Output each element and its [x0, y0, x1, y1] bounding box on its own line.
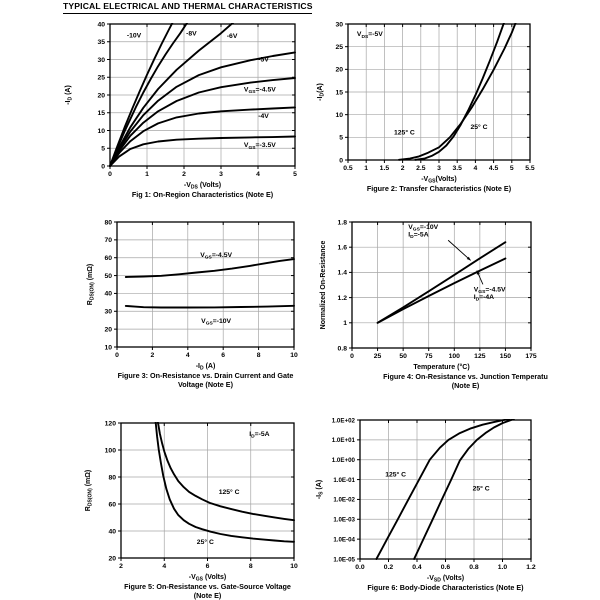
y-tick-label: 60	[104, 255, 112, 263]
y-tick-label: 20	[97, 92, 105, 100]
x-tick-label: 75	[424, 353, 433, 360]
grid	[360, 420, 531, 559]
grid	[121, 423, 294, 558]
annotation: 25° C	[196, 538, 214, 546]
plot-frame	[352, 222, 531, 348]
y-tick-label: 40	[97, 21, 105, 29]
figure-caption: Figure 3: On-Resistance vs. Drain Current and Gate	[117, 371, 294, 380]
annotation: $V_{GS}=-4.5V$	[473, 286, 506, 295]
x-axis-label: $-V_{SD}$ (Volts)	[426, 575, 465, 584]
page-title: TYPICAL ELECTRICAL AND THERMAL CHARACTERISTICS	[63, 1, 312, 14]
figure-caption: Fig 1: On-Region Characteristics (Note E)	[131, 190, 274, 199]
y-tick-label: 25	[97, 74, 105, 82]
y-axis-label: $-I_D$ (A)	[65, 85, 74, 105]
figure-caption: (Note E)	[451, 381, 480, 390]
figure-caption: Figure 6: Body-Diode Characteristics (Note E)	[367, 583, 524, 592]
plot-frame	[117, 222, 294, 347]
curve-25c	[156, 422, 294, 542]
annotation: -4V	[258, 113, 269, 121]
annotation: $I_D=-5A$	[249, 430, 270, 440]
x-tick-label: 50	[399, 353, 407, 360]
figure-6-body-diode-characteristics	[316, 417, 536, 592]
curve-25c	[415, 21, 504, 160]
curve-vgs-minus-3.5v	[110, 137, 295, 167]
y-tick-label: 0	[339, 157, 343, 165]
axis-ticks	[345, 24, 530, 163]
x-tick-label: 175	[525, 353, 537, 360]
y-tick-label: 1.0E-03	[333, 516, 355, 524]
x-axis-label: $-V_{DS}$ (Volts)	[183, 182, 222, 191]
y-tick-label: 15	[97, 110, 105, 118]
figure-caption: (Note E)	[193, 591, 222, 600]
x-tick-label: 0	[350, 353, 354, 360]
x-tick-label: 4.5	[488, 165, 499, 172]
x-tick-label: 4	[473, 165, 478, 172]
y-tick-label: 1.0E-02	[333, 496, 355, 504]
annotation: -5V	[258, 56, 269, 64]
annotation: -8V	[186, 30, 197, 38]
annotation-arrow	[448, 240, 471, 260]
x-tick-label: 0.4	[412, 564, 422, 571]
x-tick-label: 0	[108, 171, 112, 178]
x-tick-label: 2	[400, 165, 405, 172]
y-tick-label: 5	[339, 134, 343, 142]
x-tick-label: 1	[364, 165, 369, 172]
x-axis-label: $-V_{GS}(Volts)$	[421, 176, 457, 185]
figure-3-on-resistance-vs-drain-current	[87, 219, 298, 389]
figure-5-on-resistance-vs-gate-source-voltage	[85, 420, 298, 600]
y-tick-label: 10	[97, 127, 105, 135]
x-tick-label: 0.6	[440, 564, 451, 571]
x-tick-label: 3	[437, 165, 441, 172]
y-tick-label: 80	[104, 219, 112, 227]
curve-vgs-minus-10v-id-minus-5a	[378, 242, 506, 323]
y-tick-label: 35	[97, 39, 105, 47]
x-tick-label: 2	[182, 171, 186, 178]
x-tick-label: 6	[221, 352, 226, 359]
y-tick-label: 20	[104, 326, 112, 334]
y-tick-label: 80	[108, 474, 116, 482]
y-tick-label: 15	[335, 89, 343, 97]
x-tick-label: 0	[115, 352, 119, 359]
annotation: 25° C	[472, 485, 490, 493]
curve-vgs-minus-10v	[126, 306, 294, 308]
y-tick-label: 100	[104, 447, 116, 455]
y-tick-label: 1.0E-05	[333, 556, 355, 564]
x-tick-label: 4	[162, 563, 167, 570]
x-tick-label: 6	[205, 563, 210, 570]
y-tick-label: 1.0E+00	[331, 457, 355, 465]
y-tick-label: 25	[335, 43, 343, 51]
y-axis-label: $R_{DS(ON)}$ (mΩ)	[87, 263, 96, 306]
x-tick-label: 0.2	[383, 564, 394, 571]
y-tick-label: 40	[108, 528, 116, 536]
y-tick-label: 0	[101, 163, 105, 171]
annotation: $I_D=-4A$	[473, 293, 495, 303]
y-tick-label: 1.0E-01	[333, 476, 355, 484]
annotation: $I_D=-5A$	[408, 231, 429, 241]
figure-caption: Figure 5: On-Resistance vs. Gate-Source Voltage	[124, 582, 291, 591]
annotation: $V_{GS}=-4.5V$	[200, 251, 233, 261]
figure-2-transfer-characteristics	[317, 21, 535, 193]
y-tick-label: 30	[335, 21, 343, 29]
y-tick-label: 20	[108, 555, 116, 563]
y-tick-label: 20	[335, 66, 343, 74]
annotation: $V_{DS}=-5V$	[356, 31, 383, 40]
y-axis-label: $R_{DS(ON)}$ (mΩ)	[85, 469, 94, 512]
annotation: $V_{GS}=-10V$	[201, 317, 232, 327]
y-tick-label: 1.2	[337, 294, 347, 302]
x-tick-label: 0.5	[343, 165, 353, 172]
annotation: -10V	[126, 32, 142, 40]
x-tick-label: 1	[145, 171, 149, 178]
y-tick-label: 1.6	[337, 244, 347, 252]
x-tick-label: 5	[293, 171, 297, 178]
y-tick-label: 10	[104, 344, 112, 352]
figure-4-on-resistance-vs-junction-temperature	[320, 219, 548, 390]
x-axis-label: $-I_D$ (A)	[195, 363, 216, 372]
x-axis-label: $-V_{GS}$ (Volts)	[188, 574, 227, 583]
y-axis-label: Normalized On-Resistance	[320, 240, 327, 330]
grid	[348, 24, 530, 160]
y-tick-label: 60	[108, 501, 116, 509]
curve-125c	[399, 21, 516, 160]
x-tick-label: 10	[290, 563, 298, 570]
annotation: 125° C	[385, 471, 407, 479]
x-tick-label: 5.5	[525, 165, 535, 172]
axis-ticks	[114, 222, 294, 350]
y-tick-label: 1.0E+02	[331, 417, 355, 425]
x-tick-label: 1.2	[526, 564, 536, 571]
x-tick-label: 2.5	[416, 165, 426, 172]
x-tick-label: 4	[185, 352, 190, 359]
figure-caption: Voltage (Note E)	[178, 380, 233, 389]
x-tick-label: 0.8	[469, 564, 479, 571]
annotation: $V_{GS}=-4.5V$	[243, 86, 276, 96]
x-tick-label: 1.0	[497, 564, 508, 571]
y-tick-label: 1	[343, 320, 347, 328]
x-tick-label: 8	[248, 563, 253, 570]
y-tick-label: 1.0E-04	[333, 536, 355, 544]
y-tick-label: 70	[104, 237, 112, 245]
x-axis-label: Temperature (°C)	[413, 364, 470, 371]
y-tick-label: 30	[97, 56, 105, 64]
annotation: $V_{GS}=-10V$	[408, 223, 439, 233]
x-tick-label: 3	[219, 171, 223, 178]
x-tick-label: 4	[256, 171, 260, 178]
x-tick-label: 150	[499, 353, 512, 360]
y-tick-label: 40	[104, 290, 112, 298]
x-tick-label: 125	[474, 353, 486, 360]
y-tick-label: 30	[104, 308, 112, 316]
x-tick-label: 5	[509, 165, 514, 172]
y-axis-label: $-I_D(A)$	[317, 83, 326, 101]
figure-caption: Figure 4: On-Resistance vs. Junction Temperatu	[383, 372, 548, 381]
axis-ticks	[357, 420, 531, 562]
x-tick-label: 2	[150, 352, 155, 359]
annotation: 125° C	[218, 488, 240, 496]
x-tick-label: 0.0	[355, 564, 365, 571]
y-tick-label: 0.8	[337, 345, 347, 353]
x-tick-label: 10	[290, 352, 298, 359]
y-tick-label: 10	[335, 111, 343, 119]
x-tick-label: 25	[373, 353, 382, 360]
y-tick-label: 1.4	[337, 269, 347, 277]
annotation: $V_{GS}=-3.5V$	[243, 142, 276, 151]
curve-125c	[158, 422, 294, 521]
y-axis-label: $-I_S$ (A)	[316, 479, 325, 500]
x-tick-label: 3.5	[452, 165, 462, 172]
x-tick-label: 2	[119, 563, 123, 570]
curve-vgs-minus-4.5v	[126, 259, 294, 277]
y-tick-label: 120	[104, 420, 116, 428]
figure-caption: Figure 2: Transfer Characteristics (Note E)	[366, 184, 512, 193]
annotation: 125° C	[393, 129, 415, 137]
figure-1-on-region-characteristics	[65, 21, 297, 199]
annotation: 25° C	[470, 124, 488, 132]
annotation: -6V	[226, 33, 238, 41]
x-tick-label: 1.5	[379, 165, 390, 172]
y-tick-label: 50	[104, 272, 112, 280]
x-tick-label: 8	[256, 352, 261, 359]
x-tick-label: 100	[448, 353, 460, 360]
grid	[352, 222, 531, 348]
y-tick-label: 1.8	[337, 219, 347, 227]
y-tick-label: 5	[101, 145, 105, 153]
grid	[117, 222, 294, 347]
y-tick-label: 1.0E+01	[331, 437, 355, 445]
